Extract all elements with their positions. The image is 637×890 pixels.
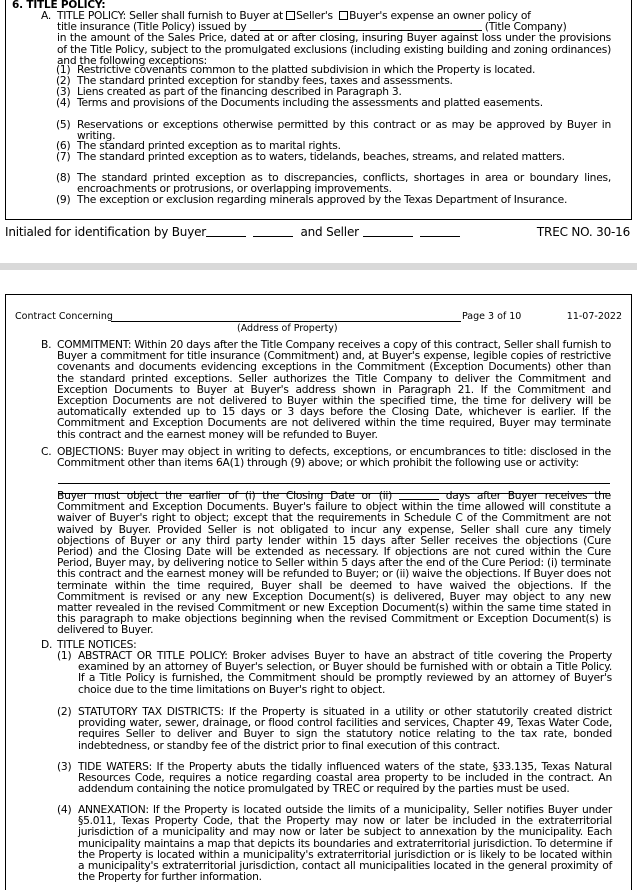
exception-number: (5) <box>56 118 71 131</box>
exception-item <box>56 97 611 108</box>
para-a-line2b: (Title Company) <box>484 20 567 34</box>
exception-number: (7) <box>56 150 71 163</box>
para-c-text-2a: Buyer must object the earlier of (i) the Closing Date or (ii) <box>57 489 393 502</box>
notice-text: ABSTRACT OR TITLE POLICY: Broker advises Buyer to have an abstract of title covering the Property examined by an attorney of Buyer's selection, or Buyer should be furnished with or obtain a Title Policy. If a Title Policy is furnished, the Commitment should be promptly reviewed by an attorney of Buyer's choice due to the time limitations on Buyer's right to object. <box>78 649 612 696</box>
title-notice-item <box>57 650 612 695</box>
page-number: Page 3 of 10 <box>462 311 522 322</box>
title-notice-item <box>57 706 612 751</box>
exception-text: Reservations or exceptions otherwise permitted by this contract or as may be approved by Buyer in writing. <box>77 118 611 143</box>
option-seller-label: Seller's <box>296 9 333 22</box>
para-d-label: D. <box>41 638 53 651</box>
notice-number: (4) <box>57 803 72 816</box>
notice-number: (1) <box>57 649 72 662</box>
exception-text: The standard printed exception as to discrepancies, conflicts, shortages in area or boundary lines, encroachments or protrusions, or overlapping improvements. <box>77 171 611 196</box>
exception-item <box>56 151 611 162</box>
buyer-expense-checkbox[interactable] <box>339 11 348 20</box>
exception-number: (6) <box>56 139 71 152</box>
para-a-lead: TITLE POLICY: Seller shall furnish to Buyer at <box>57 9 287 22</box>
para-a-line2a: title insurance (Title Policy) issued by <box>57 20 247 34</box>
paragraph-b-commitment <box>41 339 611 440</box>
paragraph-c-continued <box>41 490 611 636</box>
exception-number: (9) <box>56 193 71 206</box>
property-address-field[interactable] <box>111 321 461 322</box>
page-3 <box>5 294 632 890</box>
notice-text: STATUTORY TAX DISTRICTS: If the Property is situated in a utility or other statutorily created district providing water, sewer, drainage, or flood control facilities and services, Chapter 49, Texas Water Code, requires Seller to deliver and Buyer to sign the statutory notice relating to the tax rate, bonded indebtedness, or standby fee of the district prior to final execution of this contract. <box>78 705 612 752</box>
seller-expense-checkbox[interactable] <box>286 11 295 20</box>
para-b-label: B. <box>41 338 52 351</box>
paragraph-c-objections <box>41 446 611 468</box>
address-caption: (Address of Property) <box>237 323 338 334</box>
section-6-heading: 6. TITLE POLICY: <box>12 0 106 11</box>
exception-text: The standard printed exception as to marital rights. <box>77 139 341 152</box>
initialed-label: Initialed for identification by Buyer <box>5 225 207 239</box>
para-c-text-1: OBJECTIONS: Buyer may object in writing to defects, exceptions, or encumbrances to title: disclosed in the Commitment other than items 6A(1) through (9) above; or which prohibit the following use or activity: <box>57 445 611 470</box>
trec-form-number: TREC NO. 30-16 <box>536 225 630 239</box>
buyer-initial-field-1[interactable] <box>206 236 246 237</box>
notice-number: (3) <box>57 760 72 773</box>
and-seller-label: and Seller <box>300 225 359 239</box>
use-activity-field-1[interactable] <box>58 483 610 484</box>
contract-concerning-label: Contract Concerning <box>15 311 113 322</box>
exception-text: Liens created as part of the financing described in Paragraph 3. <box>77 85 402 98</box>
exception-number: (2) <box>56 74 71 87</box>
exception-text: Terms and provisions of the Documents including the assessments and platted easements. <box>77 96 543 109</box>
exception-text: The exception or exclusion regarding minerals approved by the Texas Department of Insurance. <box>77 193 568 206</box>
exception-number: (4) <box>56 96 71 109</box>
page-separator <box>0 263 637 270</box>
exception-item <box>56 194 611 205</box>
form-date: 11-07-2022 <box>566 311 622 322</box>
seller-initial-field-2[interactable] <box>420 236 460 237</box>
exception-text: The standard printed exception for standby fees, taxes and assessments. <box>77 74 453 87</box>
title-notice-item <box>57 761 612 795</box>
initials-footer <box>5 225 632 239</box>
title-policy-paragraph-a <box>41 10 611 66</box>
title-notice-item <box>57 804 612 882</box>
para-b-text: COMMITMENT: Within 20 days after the Title Company receives a copy of this contract, Seller shall furnish to Buyer a commitment for title insurance (Commitment) and, at Buyer's expense, legible copies of restrictive covenants and documents evidencing exceptions in the Commitment (Exception Documents) other than the standard printed exceptions. Seller authorizes the Title Company to deliver the Commitment and Exception Documents to Buyer at Buyer's address shown in Paragraph 21. If the Commitment and Exception Documents are not delivered to Buyer within the specified time, the time for delivery will be automatically extended up to 15 days or 3 days before the Closing Date, whichever is earlier. If the Commitment and Exception Documents are not delivered within the time required, Buyer may terminate this contract and the earnest money will be refunded to Buyer. <box>57 338 612 441</box>
exception-item <box>56 172 611 194</box>
exception-number: (1) <box>56 63 71 76</box>
exception-text: Restrictive covenants common to the platted subdivision in which the Property is located. <box>77 63 536 76</box>
notice-text: TIDE WATERS: If the Property abuts the tidally influenced waters of the state, §33.135, Texas Natural Resources Code, requires a notice regarding coastal area property to be included in the contract. An addendum containing the notice promulgated by TREC or required by the parties must be used. <box>78 760 612 796</box>
exception-text: The standard printed exception as to waters, tidelands, beaches, streams, and related matters. <box>77 150 565 163</box>
exception-number: (3) <box>56 85 71 98</box>
para-d-heading: TITLE NOTICES: <box>57 638 137 651</box>
para-a-rest: in the amount of the Sales Price, dated at or after closing, insuring Buyer against loss under the provisions of the Title Policy, subject to the promulgated exclusions (including existing building and zoning ordinances) and the following exceptions: <box>57 31 611 67</box>
para-c-text-2b: days after Buyer receives the Commitment and Exception Documents. Buyer's failure to object within the time allowed will constitute a waiver of Buyer's right to object; except that the requirements in Schedule C of the Commitment are not waived by Buyer. Provided Seller is not obligated to incur any expense, Seller shall cure any timely objections of Buyer or any third party lender within 15 days after Seller receives the objections (Cure Period) and the Closing Date will be extended as necessary. If objections are not cured within the Cure Period, Buyer may, by delivering notice to Seller within 5 days after the end of the Cure Period: (i) terminate this contract and the earnest money will be refunded to Buyer; or (ii) waive the objections. If Buyer does not terminate within the time required, Buyer shall be deemed to have waived the objections. If the Commitment is revised or any new Exception Document(s) is delivered, Buyer may object to any new matter revealed in the revised Commitment or new Exception Document(s) within the same time stated in this paragraph to make objections beginning when the revised Commitment or Exception Document(s) is delivered to Buyer. <box>57 489 611 637</box>
page-2-bottom <box>0 0 637 255</box>
exception-number: (8) <box>56 171 71 184</box>
notice-number: (2) <box>57 705 72 718</box>
notice-text: ANNEXATION: If the Property is located outside the limits of a municipality, Seller notifies Buyer under §5.011, Texas Property Code, that the Property may now or later be included in the extraterritorial jurisdiction of a municipality and may now or later be subject to annexation by the municipality. Each municipality maintains a map that depicts its boundaries and extraterritorial jurisdiction. To determine if the Property is located within a municipality's extraterritorial jurisdiction or is likely to be located within a municipality's extraterritorial jurisdiction, contact all municipalities located in the general proximity of the Property for further information. <box>78 803 612 884</box>
buyer-initial-field-2[interactable] <box>253 236 293 237</box>
option-buyer-label: Buyer's expense an owner policy of <box>349 9 531 22</box>
para-c-label: C. <box>41 445 52 458</box>
seller-initial-field-1[interactable] <box>363 236 413 237</box>
para-a-label: A. <box>41 9 52 22</box>
